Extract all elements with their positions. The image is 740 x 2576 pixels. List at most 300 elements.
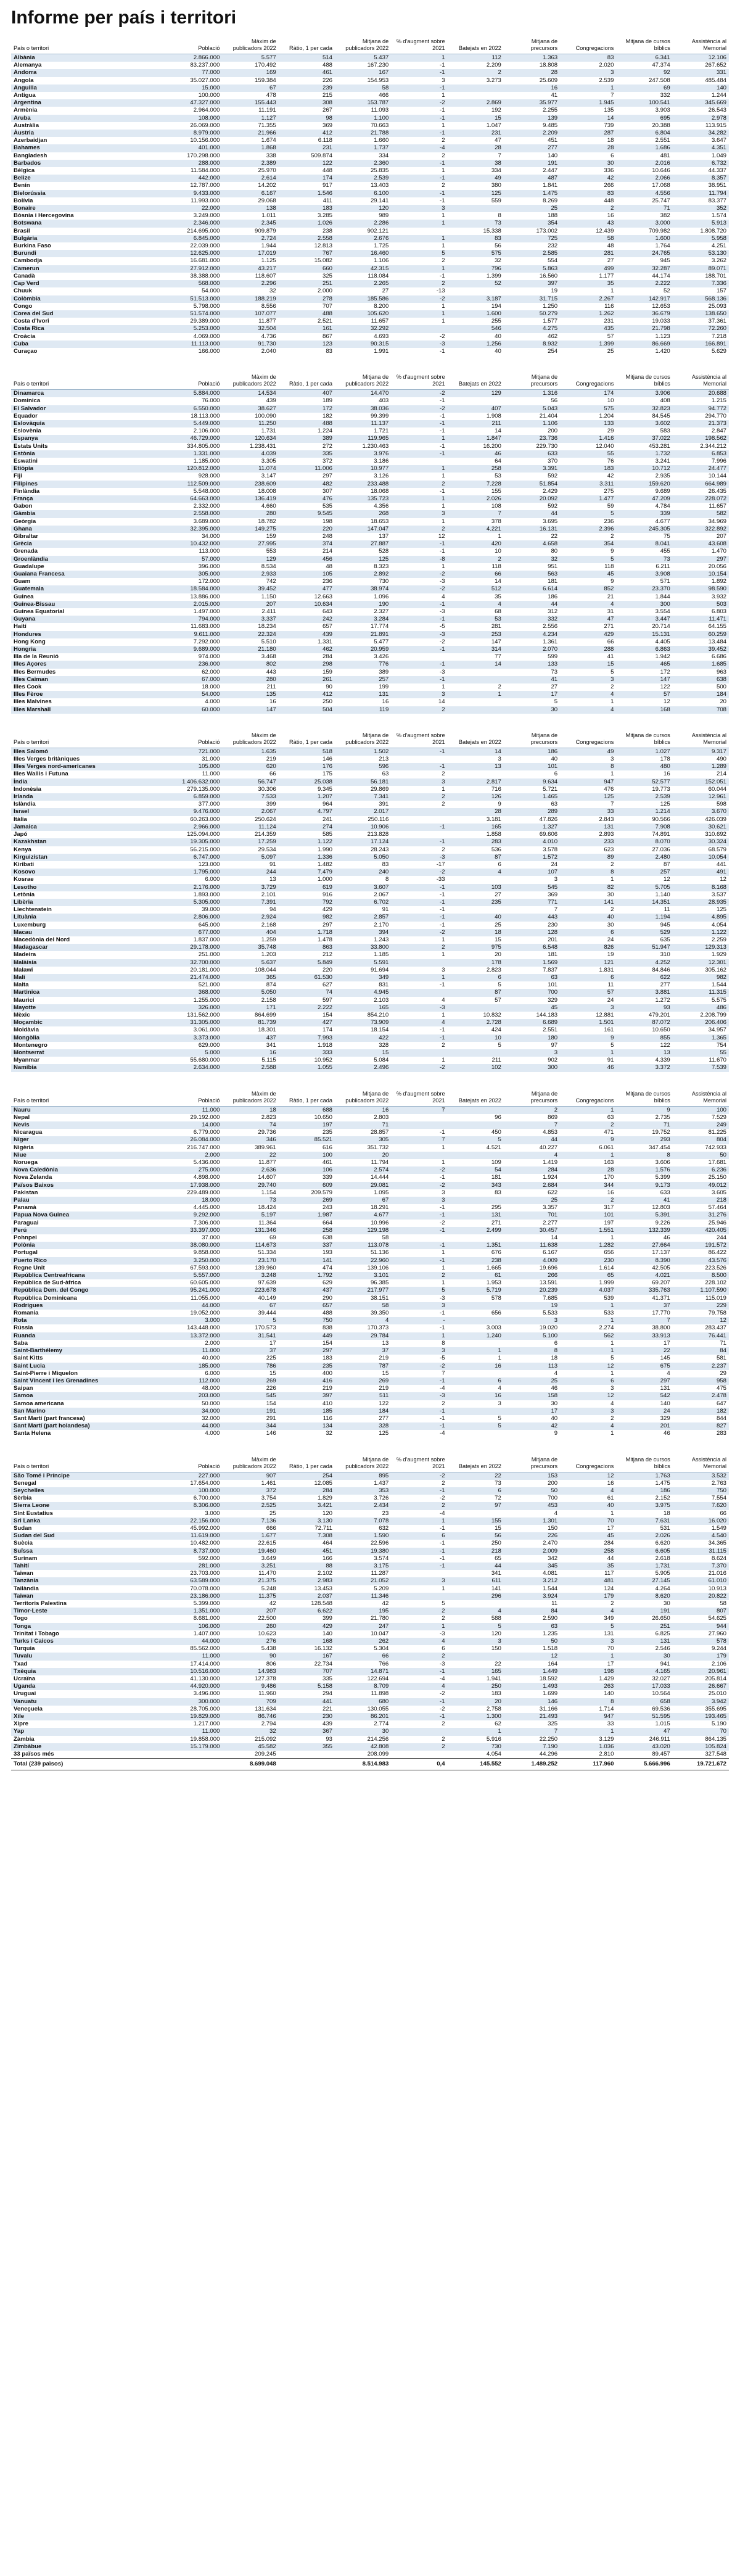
- table-cell: 250: [491, 1540, 501, 1547]
- table-cell: 113: [504, 1363, 560, 1370]
- table-cell: 2.332.000: [193, 503, 220, 510]
- country-name: Perú: [11, 1227, 166, 1234]
- table-cell: 27.036: [652, 846, 670, 853]
- table-cell: -1: [391, 160, 447, 167]
- table-cell: 2.411: [261, 608, 276, 616]
- table-cell: 3.468: [261, 653, 276, 661]
- table-cell: [448, 1653, 504, 1660]
- table-cell: 3.426: [374, 653, 389, 661]
- table-cell: 64.663.000: [166, 495, 222, 503]
- table-cell: 10.913: [708, 1585, 726, 1592]
- table-cell: 214.256: [367, 1735, 389, 1743]
- table-cell: 159: [266, 532, 276, 540]
- table-cell: 38.974: [335, 585, 391, 593]
- table-cell: 2.478: [673, 1392, 729, 1400]
- table-cell: 1.569: [504, 959, 560, 967]
- table-cell: 5.436.000: [193, 1159, 220, 1166]
- table-cell: 1.203: [261, 951, 276, 959]
- table-cell: 19.305.000: [166, 838, 222, 846]
- table-cell: 2.823: [486, 966, 501, 973]
- table-cell: 482: [279, 481, 335, 488]
- table-cell: [448, 1370, 504, 1377]
- table-cell: 6.550.000: [166, 405, 222, 413]
- table-cell: 10.832: [483, 1011, 501, 1018]
- country-name: Islàndia: [14, 801, 36, 808]
- table-cell: 63: [551, 801, 558, 808]
- table-cell: 108: [491, 503, 501, 510]
- table-cell: 12: [438, 532, 445, 540]
- column-header: Mitjana de publicadors 2022: [335, 1089, 391, 1107]
- table-cell: 609: [279, 1182, 335, 1189]
- table-cell: 12.040: [596, 442, 614, 450]
- table-cell: [391, 816, 447, 824]
- table-cell: [448, 1049, 504, 1057]
- table-cell: 5.577: [222, 54, 278, 62]
- table-row: [11, 683, 729, 691]
- table-cell: 412: [279, 691, 335, 698]
- table-cell: 88: [279, 1563, 335, 1570]
- table-cell: 1: [442, 1011, 445, 1018]
- table-cell: 787: [335, 1363, 391, 1370]
- table-cell: 389: [279, 435, 335, 442]
- table-cell: 112.509.000: [166, 481, 222, 488]
- country-name: Illes Caiman: [11, 676, 166, 683]
- table-cell: 2.810: [599, 1751, 614, 1758]
- table-cell: 1.230.463: [362, 442, 389, 450]
- table-cell: 3.906: [616, 390, 672, 398]
- table-row: [11, 831, 729, 838]
- table-row: [11, 906, 729, 914]
- table-cell: 23.186.000: [166, 1593, 222, 1600]
- table-row: [11, 160, 729, 167]
- table-cell: 568.136: [673, 295, 729, 303]
- table-cell: 2.209: [486, 62, 501, 69]
- table-cell: 1: [442, 951, 445, 959]
- table-cell: 1.942: [655, 653, 670, 661]
- table-cell: 1: [442, 473, 445, 480]
- table-cell: 10: [495, 548, 501, 555]
- table-cell: 25.150: [708, 1174, 726, 1181]
- table-cell: 477: [279, 585, 335, 593]
- table-cell: 120.634: [222, 435, 278, 442]
- table-cell: 56: [551, 397, 558, 405]
- table-cell: 25.970: [258, 167, 276, 175]
- table-cell: 229: [673, 1302, 729, 1310]
- table-cell: 10.634: [279, 601, 335, 608]
- table-cell: 43.217: [222, 265, 278, 273]
- table-cell: 3.000: [616, 220, 672, 227]
- table-row: [11, 1049, 729, 1057]
- table-cell: 30.306: [258, 785, 276, 793]
- table-cell: 15.179.000: [166, 1743, 222, 1751]
- table-cell: 87: [448, 989, 504, 996]
- table-cell: 982: [279, 914, 335, 921]
- table-cell: 1.477: [560, 495, 616, 503]
- country-name: Brasil: [14, 227, 30, 234]
- table-cell: 1.100: [335, 115, 391, 122]
- table-cell: 8.932: [504, 341, 560, 348]
- page-title: Informe per país i territori: [11, 7, 237, 28]
- table-cell: 1: [391, 235, 447, 242]
- table-cell: 37: [616, 1302, 672, 1310]
- table-cell: 1.331.000: [166, 450, 222, 458]
- table-cell: 2.037: [279, 1593, 335, 1600]
- table-cell: 135: [222, 691, 278, 698]
- table-cell: 30.621: [673, 824, 729, 831]
- table-cell: 528: [379, 548, 389, 555]
- table-cell: 14: [495, 427, 501, 435]
- table-cell: 1: [560, 1728, 616, 1735]
- table-cell: 7.190: [504, 1743, 560, 1751]
- table-cell: 96.385: [370, 1279, 389, 1287]
- table-cell: 180: [504, 1034, 560, 1042]
- country-name: Guinea Equatorial: [14, 608, 65, 616]
- table-cell: 242: [279, 616, 335, 623]
- table-cell: 28.935: [673, 899, 729, 906]
- table-cell: 3.251: [222, 1563, 278, 1570]
- table-cell: -3: [440, 1660, 445, 1667]
- table-cell: 39.452: [673, 646, 729, 653]
- table-cell: 8.624: [711, 1554, 726, 1562]
- table-cell: 337: [279, 1242, 335, 1249]
- table-cell: 276: [222, 1638, 278, 1645]
- table-cell: 170.373: [367, 1324, 389, 1332]
- column-header: Batejats en 2022: [448, 37, 504, 54]
- table-cell: 30: [335, 1728, 391, 1735]
- table-cell: 165: [448, 824, 504, 831]
- table-cell: 2: [442, 770, 445, 778]
- country-name: Xile: [11, 1713, 166, 1720]
- table-cell: 14: [560, 115, 616, 122]
- table-cell: 339: [322, 1174, 332, 1181]
- table-cell: 322.892: [673, 526, 729, 533]
- table-cell: 120: [322, 1509, 332, 1517]
- table-cell: 17.019: [222, 250, 278, 257]
- table-cell: 218: [448, 1548, 504, 1555]
- table-cell: 197: [279, 1121, 335, 1129]
- table-row: [11, 420, 729, 427]
- table-cell: 43.020: [616, 1743, 672, 1751]
- table-cell: 83: [560, 54, 616, 62]
- table-cell: 2.070: [504, 646, 560, 653]
- total-cell: [279, 1759, 335, 1770]
- table-cell: 1.331: [317, 638, 332, 645]
- table-cell: 1.217.000: [193, 1720, 220, 1728]
- table-cell: 8: [504, 1347, 560, 1355]
- column-header: País o territori: [11, 37, 166, 54]
- table-cell: 1.718: [279, 929, 335, 936]
- table-row: [11, 481, 729, 488]
- table-row: [11, 786, 729, 793]
- table-cell: 1: [610, 1369, 614, 1377]
- table-cell: 344: [560, 1182, 616, 1189]
- table-cell: 3: [504, 1317, 560, 1324]
- table-cell: 25.946: [708, 1219, 726, 1226]
- table-cell: 5.248: [261, 1585, 276, 1592]
- table-cell: 19: [551, 287, 558, 295]
- table-cell: 8: [385, 876, 389, 883]
- table-cell: 542: [616, 1392, 672, 1400]
- country-name: Costa Rica: [11, 325, 166, 332]
- table-cell: 24.765: [616, 250, 672, 257]
- table-cell: 1.194: [616, 914, 672, 921]
- table-cell: 794.000: [166, 616, 222, 623]
- table-cell: 20.688: [673, 390, 729, 398]
- table-cell: 4.445.000: [193, 1204, 220, 1212]
- column-header: Ràtio, 1 per cada: [279, 37, 335, 54]
- table-cell: 25: [269, 1509, 276, 1517]
- table-cell: 2.843: [599, 815, 614, 823]
- table-cell: 448: [604, 197, 614, 204]
- table-row: [11, 989, 729, 996]
- table-row: [11, 510, 729, 518]
- table-cell: 5.084: [374, 1057, 389, 1064]
- table-cell: -3: [391, 1004, 447, 1012]
- table-row: [11, 1570, 729, 1577]
- table-cell: 643: [322, 608, 332, 616]
- table-cell: 487: [504, 175, 560, 182]
- table-cell: 5.209: [374, 1585, 389, 1592]
- table-cell: 23.703.000: [190, 1570, 220, 1577]
- table-cell: -2: [440, 1219, 445, 1226]
- table-cell: 207: [222, 601, 278, 608]
- table-cell: 4: [560, 1422, 616, 1430]
- table-cell: 10.650: [652, 1026, 670, 1034]
- column-header: Mitjana de cursos bíblics: [616, 37, 672, 54]
- table-cell: [448, 1234, 504, 1242]
- table-cell: 3: [442, 966, 445, 973]
- country-name: Eslovènia: [14, 427, 41, 435]
- country-name: Macedònia del Nord: [14, 936, 70, 943]
- table-cell: 178: [448, 959, 504, 967]
- table-cell: 1.015: [655, 1720, 670, 1728]
- column-header: Mitjana de precursors: [504, 37, 560, 54]
- table-cell: 439: [279, 631, 335, 638]
- table-row: [11, 1495, 729, 1502]
- table-cell: 18: [664, 1509, 670, 1517]
- table-row: [11, 1728, 729, 1735]
- table-cell: 1.665: [486, 1264, 501, 1271]
- table-cell: 14.000: [166, 1121, 222, 1129]
- table-cell: 1.123: [655, 332, 670, 340]
- table-cell: 909.879: [255, 227, 276, 234]
- country-name: Sierra Leone: [11, 1502, 166, 1509]
- table-cell: 17: [607, 1660, 614, 1667]
- table-cell: 113.915: [705, 122, 726, 129]
- table-cell: 7.837: [543, 966, 558, 973]
- table-cell: [448, 1430, 504, 1437]
- report-section: [11, 731, 729, 1072]
- total-cell: 1.489.252: [504, 1759, 560, 1770]
- table-cell: 3.574: [374, 1554, 389, 1562]
- table-cell: 288.000: [166, 160, 222, 167]
- country-name: Bolívia: [14, 197, 33, 204]
- table-cell: 29.192.000: [190, 1113, 220, 1121]
- table-cell: 730: [379, 578, 389, 585]
- table-cell: -1: [440, 921, 445, 928]
- table-cell: 118.084: [368, 272, 389, 279]
- table-cell: 399: [266, 801, 276, 808]
- table-cell: 198: [322, 518, 332, 525]
- total-cell: 8.514.983: [335, 1759, 391, 1770]
- table-row: [11, 997, 729, 1004]
- table-row: [11, 333, 729, 341]
- table-cell: -1: [391, 1563, 447, 1570]
- table-cell: 394: [335, 929, 391, 936]
- table-cell: 250: [322, 698, 332, 706]
- table-cell: 8.357: [673, 175, 729, 182]
- country-name: Nauru: [11, 1106, 166, 1114]
- table-cell: -1: [391, 1408, 447, 1415]
- table-cell: 2.539: [616, 793, 672, 801]
- table-cell: 137: [379, 532, 389, 540]
- table-row: [11, 1751, 729, 1759]
- table-cell: 22.500: [258, 1615, 276, 1622]
- table-cell: 6: [498, 861, 501, 868]
- table-cell: 71: [335, 1121, 391, 1129]
- table-row: [11, 1144, 729, 1152]
- table-cell: 17.774: [370, 623, 389, 630]
- table-cell: 1: [610, 876, 614, 883]
- table-cell: 25.747: [652, 197, 670, 204]
- table-row: [11, 1026, 729, 1034]
- table-cell: 11: [551, 1600, 558, 1607]
- table-cell: 372: [222, 1487, 278, 1495]
- table-header-row: [11, 1089, 729, 1107]
- table-cell: 1.893.000: [193, 891, 220, 898]
- table-cell: 368.000: [166, 989, 222, 996]
- table-cell: 32.700.000: [166, 959, 222, 967]
- table-cell: 57: [607, 332, 614, 340]
- table-cell: 4.000: [205, 698, 220, 706]
- table-cell: 3.101: [335, 1272, 391, 1279]
- table-cell: 916: [322, 891, 332, 898]
- table-cell: -: [391, 1317, 447, 1324]
- table-cell: 231: [604, 318, 614, 325]
- table-cell: 864.699: [255, 1011, 276, 1018]
- table-cell: -1: [440, 1174, 445, 1181]
- country-name: Saint Kitts: [14, 1355, 43, 1362]
- table-row: [11, 1472, 729, 1480]
- country-name: Nova Zelanda: [14, 1174, 52, 1181]
- table-row: [11, 608, 729, 616]
- table-cell: 3: [391, 1197, 447, 1204]
- table-cell: 907: [222, 1472, 278, 1480]
- table-cell: 2.614: [222, 175, 278, 182]
- country-name: Montserrat: [11, 1049, 166, 1057]
- table-header-row: [11, 37, 729, 54]
- table-cell: 6.100: [335, 190, 391, 197]
- table-cell: 1.953: [486, 1279, 501, 1287]
- table-cell: 278: [279, 295, 335, 303]
- table-cell: 38.627: [222, 405, 278, 413]
- table-cell: 216.747.000: [187, 1144, 220, 1151]
- country-name: Níger: [11, 1136, 166, 1144]
- table-cell: 254: [279, 1472, 335, 1480]
- country-name: Guinea-Bissau: [11, 601, 166, 608]
- table-cell: 42.315: [335, 265, 391, 273]
- table-cell: 1.122: [279, 838, 335, 846]
- table-cell: [166, 1751, 222, 1759]
- table-cell: 228.102: [705, 1279, 726, 1287]
- table-cell: 677.000: [166, 929, 222, 936]
- country-name: Botswana: [11, 220, 166, 227]
- table-cell: 1.600: [448, 310, 504, 318]
- table-cell: 3: [554, 876, 558, 883]
- table-cell: 3: [442, 76, 445, 84]
- table-cell: 367: [279, 1728, 335, 1735]
- table-cell: 11.055.000: [191, 1294, 220, 1302]
- country-name: Suïssa: [11, 1548, 166, 1555]
- country-name: República Centreafricana: [11, 1272, 166, 1279]
- table-cell: 125: [716, 906, 726, 914]
- table-cell: 3: [560, 1004, 616, 1012]
- table-cell: 53.130: [673, 250, 729, 257]
- table-cell: 9.173: [616, 1182, 672, 1189]
- table-cell: 7: [498, 152, 501, 159]
- table-cell: 154: [322, 1011, 332, 1018]
- country-name: Tailàndia: [14, 1585, 39, 1592]
- table-cell: 149.275: [222, 526, 278, 533]
- table-row: [11, 450, 729, 458]
- table-cell: 84: [504, 1608, 560, 1615]
- table-cell: 33.397.000: [166, 1227, 222, 1234]
- table-cell: 1: [610, 1234, 614, 1242]
- table-cell: 44: [504, 1136, 560, 1144]
- table-row: [11, 1563, 729, 1570]
- table-cell: 341: [266, 1041, 276, 1049]
- table-cell: 32.292: [335, 325, 391, 332]
- country-name: Kenya: [14, 846, 31, 853]
- table-row: [11, 601, 729, 608]
- table-cell: -5: [440, 623, 445, 630]
- table-cell: 3.126: [374, 473, 389, 480]
- table-cell: 571: [660, 578, 670, 585]
- table-row: [11, 69, 729, 76]
- table-cell: -3: [440, 608, 445, 616]
- table-cell: 68.579: [708, 846, 726, 853]
- table-cell: 867: [322, 332, 332, 340]
- table-cell: 27: [495, 891, 501, 898]
- table-cell: 2.222: [279, 1004, 335, 1012]
- table-cell: 251.000: [198, 951, 220, 959]
- table-cell: 2.209: [504, 130, 560, 137]
- table-cell: 24: [551, 861, 558, 868]
- table-cell: 295: [491, 1204, 501, 1212]
- table-row: [11, 1630, 729, 1638]
- table-cell: 1.361: [543, 638, 558, 645]
- country-name: Portugal: [14, 1249, 38, 1257]
- table-cell: 18.234: [258, 623, 276, 630]
- table-cell: -2: [391, 1182, 447, 1189]
- column-header: Assistència al Memorial: [673, 1455, 729, 1472]
- table-cell: 72: [495, 1495, 501, 1502]
- table-cell: 18.113.000: [191, 412, 220, 419]
- table-cell: 1.316: [504, 390, 560, 398]
- table-cell: 181: [548, 951, 558, 959]
- table-row: [11, 1743, 729, 1751]
- table-cell: 178: [660, 756, 670, 763]
- total-cell: [166, 1759, 222, 1770]
- table-cell: 169: [222, 69, 278, 76]
- table-cell: 3: [560, 1638, 616, 1645]
- table-row: [11, 397, 729, 405]
- table-cell: 269: [222, 1377, 278, 1385]
- table-row: [11, 1653, 729, 1660]
- table-cell: 2: [610, 906, 614, 914]
- table-cell: 25.093: [708, 302, 726, 310]
- table-header-row: [11, 373, 729, 390]
